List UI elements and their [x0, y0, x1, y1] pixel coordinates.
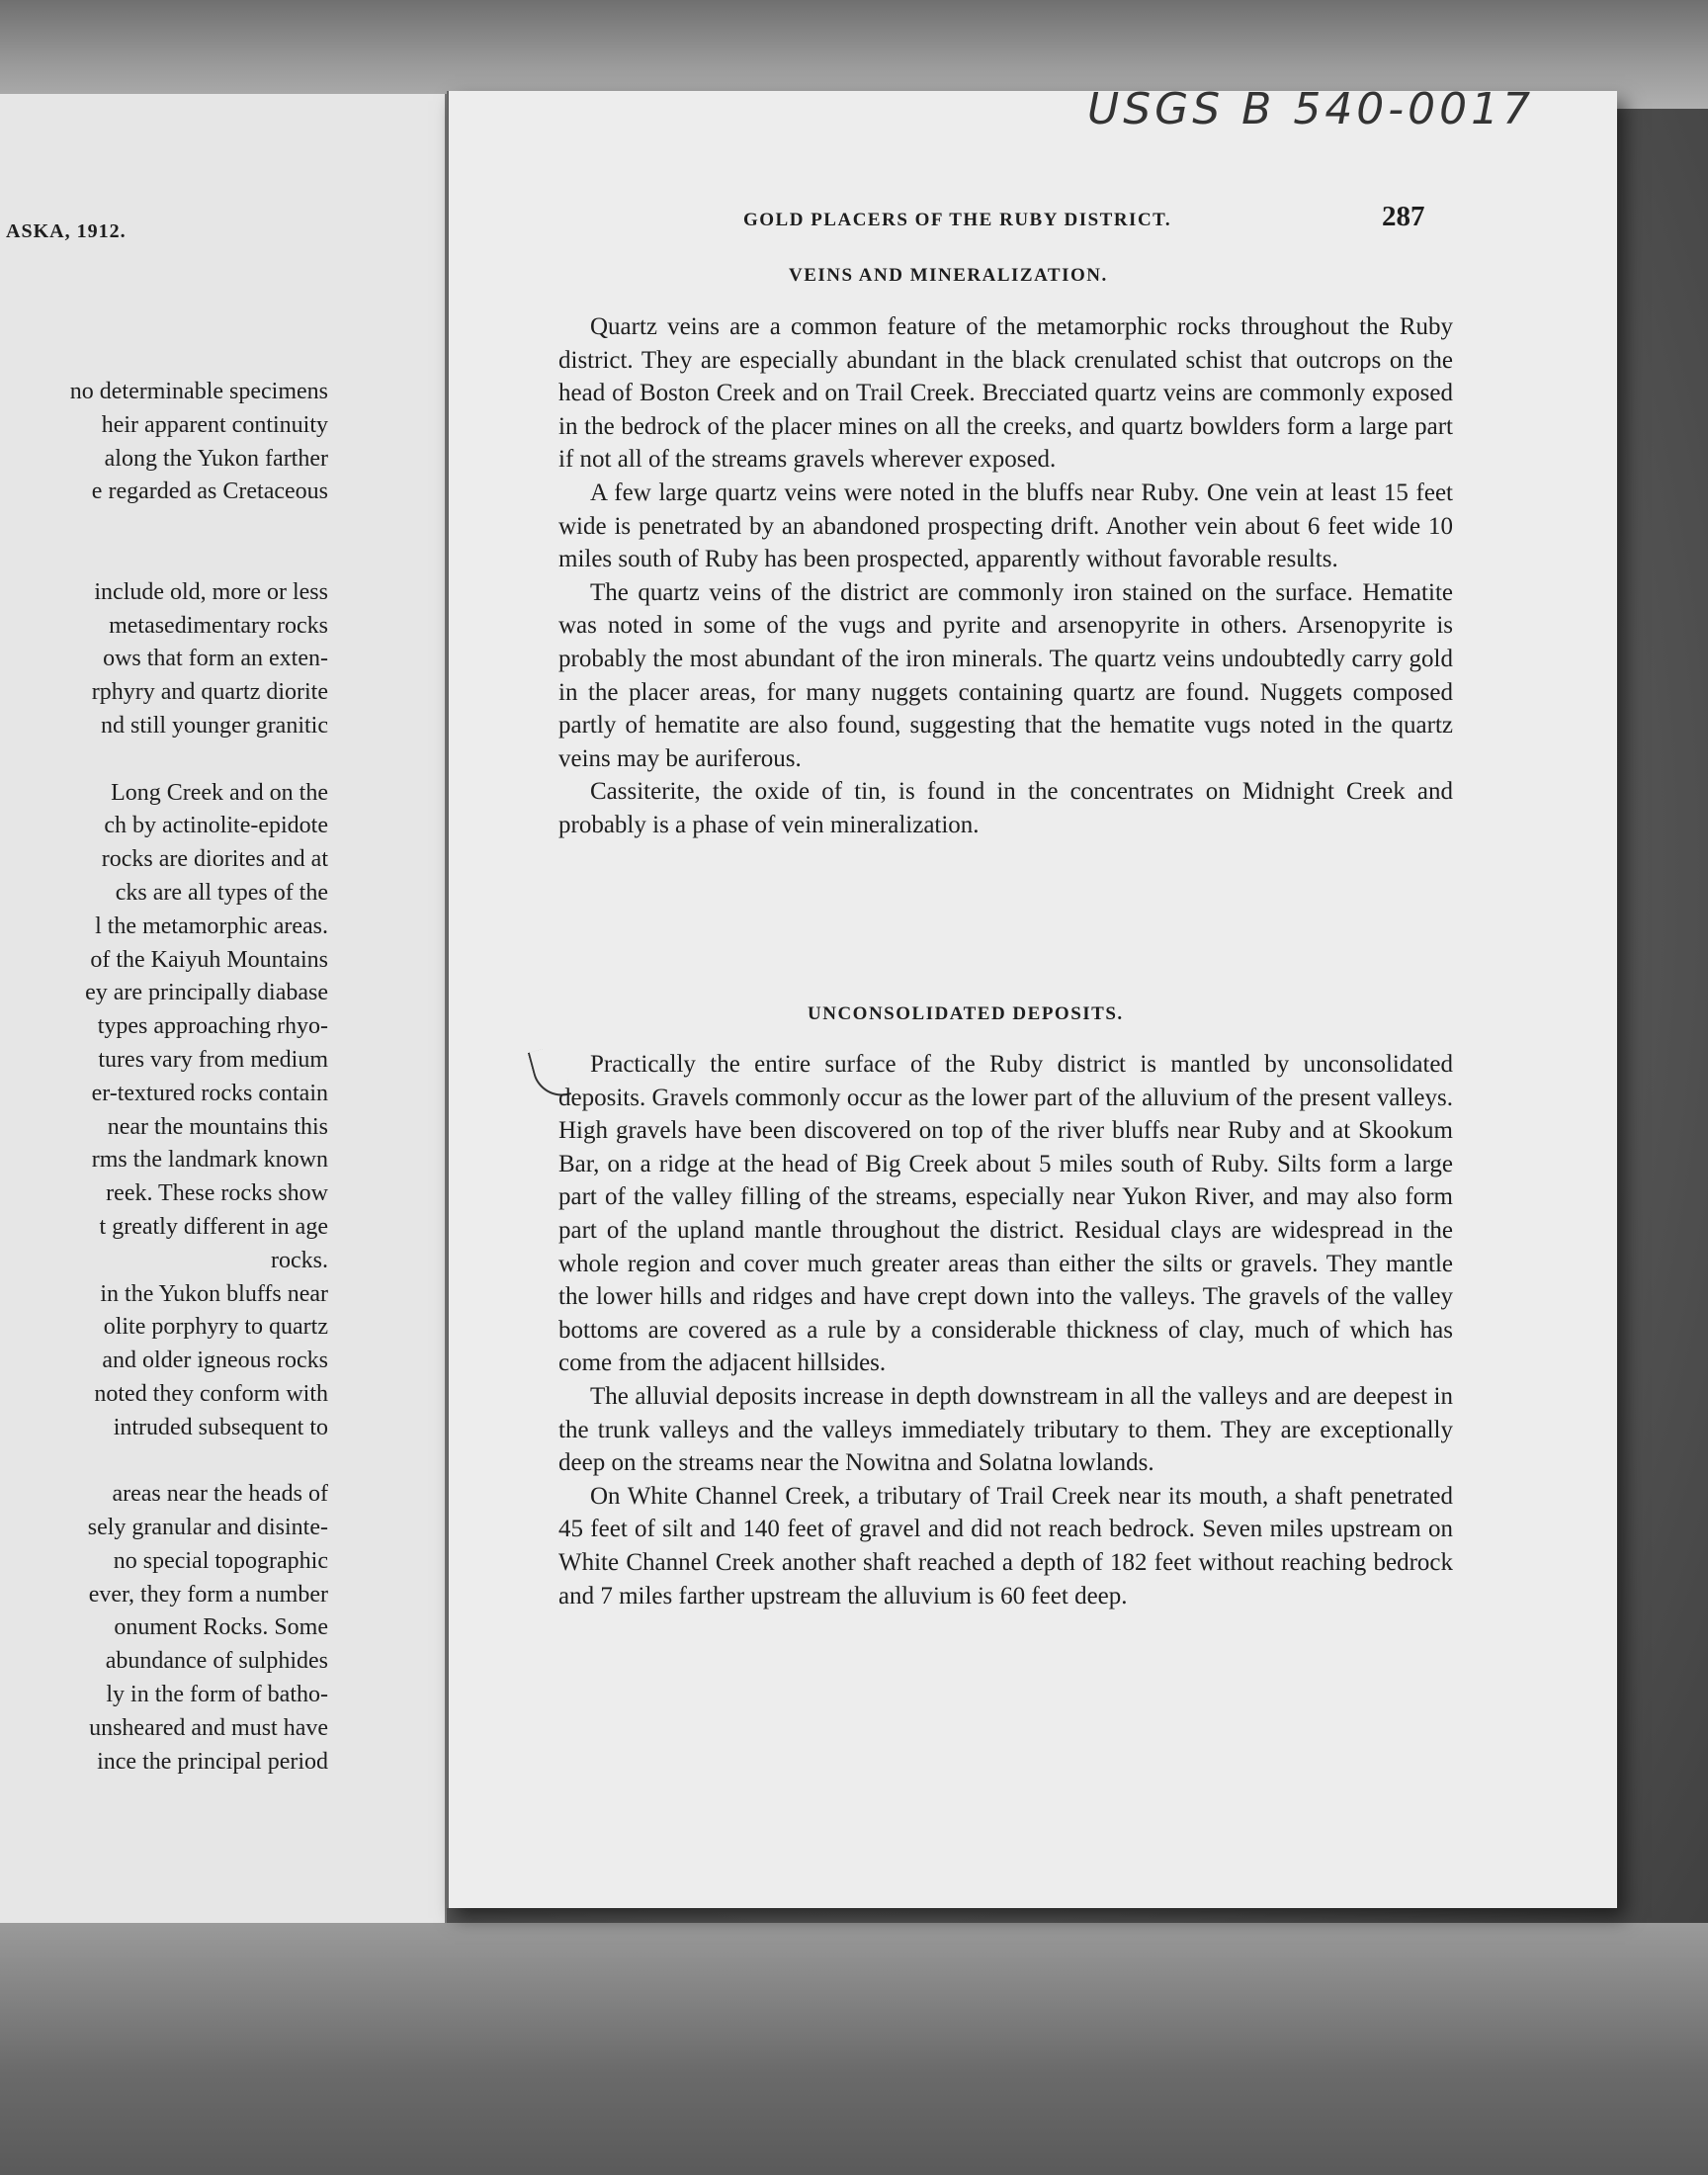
left-page-line: ey are principally diabase	[85, 980, 328, 1006]
left-page-line: tures vary from medium	[98, 1046, 328, 1073]
left-page-line: ly in the form of batho-	[106, 1682, 328, 1708]
left-page-line: metasedimentary rocks	[109, 612, 328, 639]
page-number: 287	[1382, 201, 1425, 232]
left-page-line: ever, they form a number	[88, 1581, 328, 1608]
left-page-line: rocks are diorites and at	[101, 846, 328, 873]
left-page-line: and older igneous rocks	[102, 1348, 328, 1374]
running-head: GOLD PLACERS OF THE RUBY DISTRICT.	[743, 210, 1172, 230]
left-page-line	[6, 743, 328, 777]
left-page-line: include old, more or less	[94, 578, 328, 605]
left-page-line: rocks.	[271, 1247, 328, 1273]
left-page-line: no special topographic	[113, 1547, 328, 1574]
paragraph: On White Channel Creek, a tributary of Trail Creek near its mouth, a shaft penetrated 45 feet of silt and 140 feet of gravel and did not reach bedrock. Seven miles upstream on White Channel Creek another shaft reached a depth of 182 feet without reaching bedrock and 7 miles farther upstream the alluvium is 60 feet deep.	[558, 1482, 1453, 1610]
left-running-head: ASKA, 1912.	[6, 220, 127, 242]
left-page-line: t greatly different in age	[99, 1213, 328, 1240]
left-page-line: rms the landmark known	[91, 1147, 328, 1174]
left-page-line: no determinable specimens	[69, 379, 328, 404]
left-page-line: near the mountains this	[107, 1113, 328, 1140]
left-page-line: ch by actinolite-epidote	[104, 813, 328, 839]
left-page-line: abundance of sulphides	[105, 1648, 328, 1675]
paragraph: Cassiterite, the oxide of tin, is found in the concentrates on Midnight Creek and probably is a phase of vein mineralization.	[558, 778, 1453, 838]
left-page-line: areas near the heads of	[112, 1481, 328, 1508]
left-page-line: nd still younger granitic	[101, 712, 328, 739]
section-body-veins	[558, 310, 1453, 842]
left-page-line: sely granular and disinte-	[87, 1515, 328, 1541]
paragraph: The quartz veins of the district are commonly iron stained on the surface. Hematite was noted in some of the vugs and pyrite and arsenopyrite in others. Arsenopyrite is probably the most abundant of the iron minerals. The quartz veins undoubtedly carry gold in the placer areas, for many nuggets containing quartz are found. Nuggets composed partly of hematite are also found, suggesting that the hematite vugs noted in the quartz veins may be auriferous.	[558, 578, 1453, 772]
left-page-line: heir apparent continuity	[101, 411, 328, 438]
left-page-line: onument Rocks. Some	[114, 1614, 328, 1641]
left-page-line: types approaching rhyo-	[97, 1013, 328, 1040]
section-heading-unconsolidated: UNCONSOLIDATED DEPOSITS.	[808, 1003, 1124, 1024]
left-page-line: of the Kaiyuh Mountains	[90, 946, 328, 973]
paragraph: A few large quartz veins were noted in the bluffs near Ruby. One vein at least 15 feet wide is penetrated by an abandoned prospecting drift. Another vein about 6 feet wide 10 miles south of Ruby has been prospected, apparently without favorable results.	[558, 478, 1453, 573]
scanner-bottom-shadow	[0, 1923, 1708, 2175]
left-page-line: cks are all types of the	[115, 879, 328, 906]
left-page-line: l the metamorphic areas.	[95, 913, 328, 939]
section-body-unconsolidated	[558, 1048, 1453, 1612]
paragraph: Quartz veins are a common feature of the metamorphic rocks throughout the Ruby district. They are especially abundant in the black crenulated schist that outcrops on the head of Boston Creek and on Trail Creek. Brecciated quartz veins are commonly exposed in the bedrock of the placer mines on all the creeks, and quartz bowlders form a large part if not all of the streams gravels wherever exposed.	[558, 313, 1453, 474]
left-page-line	[6, 509, 328, 543]
left-page-line: e regarded as Cretaceous	[91, 478, 328, 505]
left-page-line: olite porphyry to quartz	[103, 1314, 328, 1341]
left-page-text	[6, 376, 328, 1779]
left-page-line: along the Yukon farther	[104, 445, 328, 472]
left-page-line: ince the principal period	[97, 1748, 328, 1775]
left-page-line: er-textured rocks contain	[91, 1080, 328, 1106]
left-page-line: reek. These rocks show	[106, 1180, 328, 1207]
paragraph: The alluvial deposits increase in depth downstream in all the valleys and are deepest in the trunk valleys and the valleys immediately tributary to them. They are exceptionally deep on the streams near the Nowitna and Solatna lowlands.	[558, 1382, 1453, 1477]
paragraph: Practically the entire surface of the Ruby district is mantled by unconsolidated deposits. Gravels commonly occur as the lower part of the alluvium of the present valleys. High gravels have been discovered on top of the river bluffs near Ruby and at Skookum Bar, on a ridge at the head of Big Creek about 5 miles south of Ruby. Silts form a large part of the valley filling of the streams, especially near Yukon River, and may also form part of the upland mantle throughout the district. Residual clays are widespread in the whole region and cover much greater areas than either the silts or gravels. They mantle the lower hills and ridges and have crept down into the valleys. The gravels of the valley bottoms are covered as a rule by a considerable thickness of clay, much of which has come from the adjacent hillsides.	[558, 1051, 1453, 1377]
left-page-line	[6, 1445, 328, 1479]
left-page-line: unsheared and must have	[89, 1714, 328, 1741]
left-page	[0, 94, 447, 1923]
left-page-line: noted they conform with	[94, 1380, 328, 1407]
left-page-line: rphyry and quartz diorite	[91, 679, 328, 706]
left-page-line	[6, 543, 328, 576]
section-heading-veins: VEINS AND MINERALIZATION.	[789, 265, 1108, 286]
left-page-line: intruded subsequent to	[113, 1414, 328, 1440]
left-page-line: Long Creek and on the	[111, 779, 328, 806]
left-page-line: in the Yukon bluffs near	[100, 1280, 328, 1307]
handwritten-annotation: USGS B 540-0017	[1087, 84, 1535, 134]
left-page-line: ows that form an exten-	[103, 646, 328, 672]
